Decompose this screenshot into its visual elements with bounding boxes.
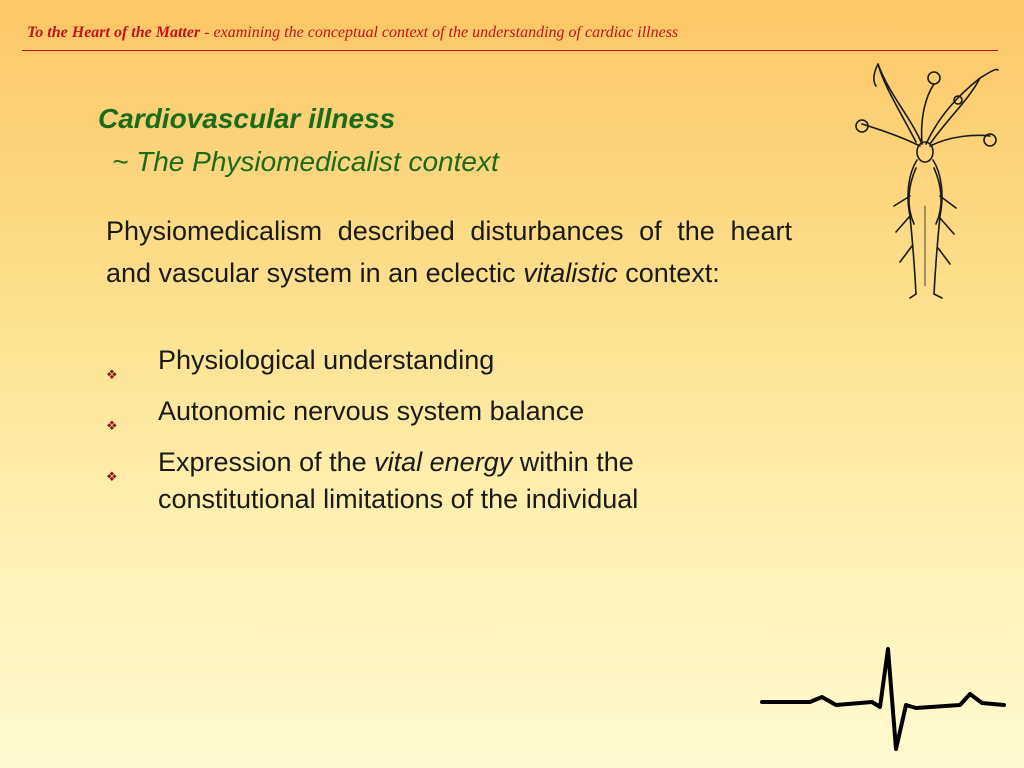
bullet-text-italic: vital energy <box>374 447 513 477</box>
bullet-diamond-icon: ❖ <box>106 418 118 433</box>
bullet-text: Autonomic nervous system balance <box>158 396 585 426</box>
mandrake-woodcut-icon <box>850 56 1000 301</box>
slide-title: Cardiovascular illness <box>98 103 396 134</box>
bullet-diamond-icon: ❖ <box>106 469 118 484</box>
slide-subtitle: ~ The Physiomedicalist context <box>112 146 499 177</box>
header-separator: - <box>200 24 214 41</box>
bullet-text-pre: Expression of the <box>158 447 375 477</box>
intro-text-1: Physiomedicalism described disturbances of the heart and vascular system in an eclectic <box>106 216 792 288</box>
header-rule <box>22 50 998 51</box>
intro-paragraph <box>106 210 792 294</box>
intro-text-2: context: <box>617 258 720 288</box>
header-subtitle: examining the conceptual context of the understanding of cardiac illness <box>213 24 679 41</box>
intro-italic: vitalistic <box>523 258 618 288</box>
ecg-trace-icon <box>760 645 1008 757</box>
bullet-text: Physiological understanding <box>158 345 495 375</box>
bullet-text <box>158 444 798 518</box>
bullet-diamond-icon: ❖ <box>106 367 118 382</box>
bullet-text-post: within the constitutional limitations of the individual <box>158 447 639 514</box>
slide-header <box>27 24 1007 42</box>
header-title: To the Heart of the Matter <box>27 24 201 41</box>
